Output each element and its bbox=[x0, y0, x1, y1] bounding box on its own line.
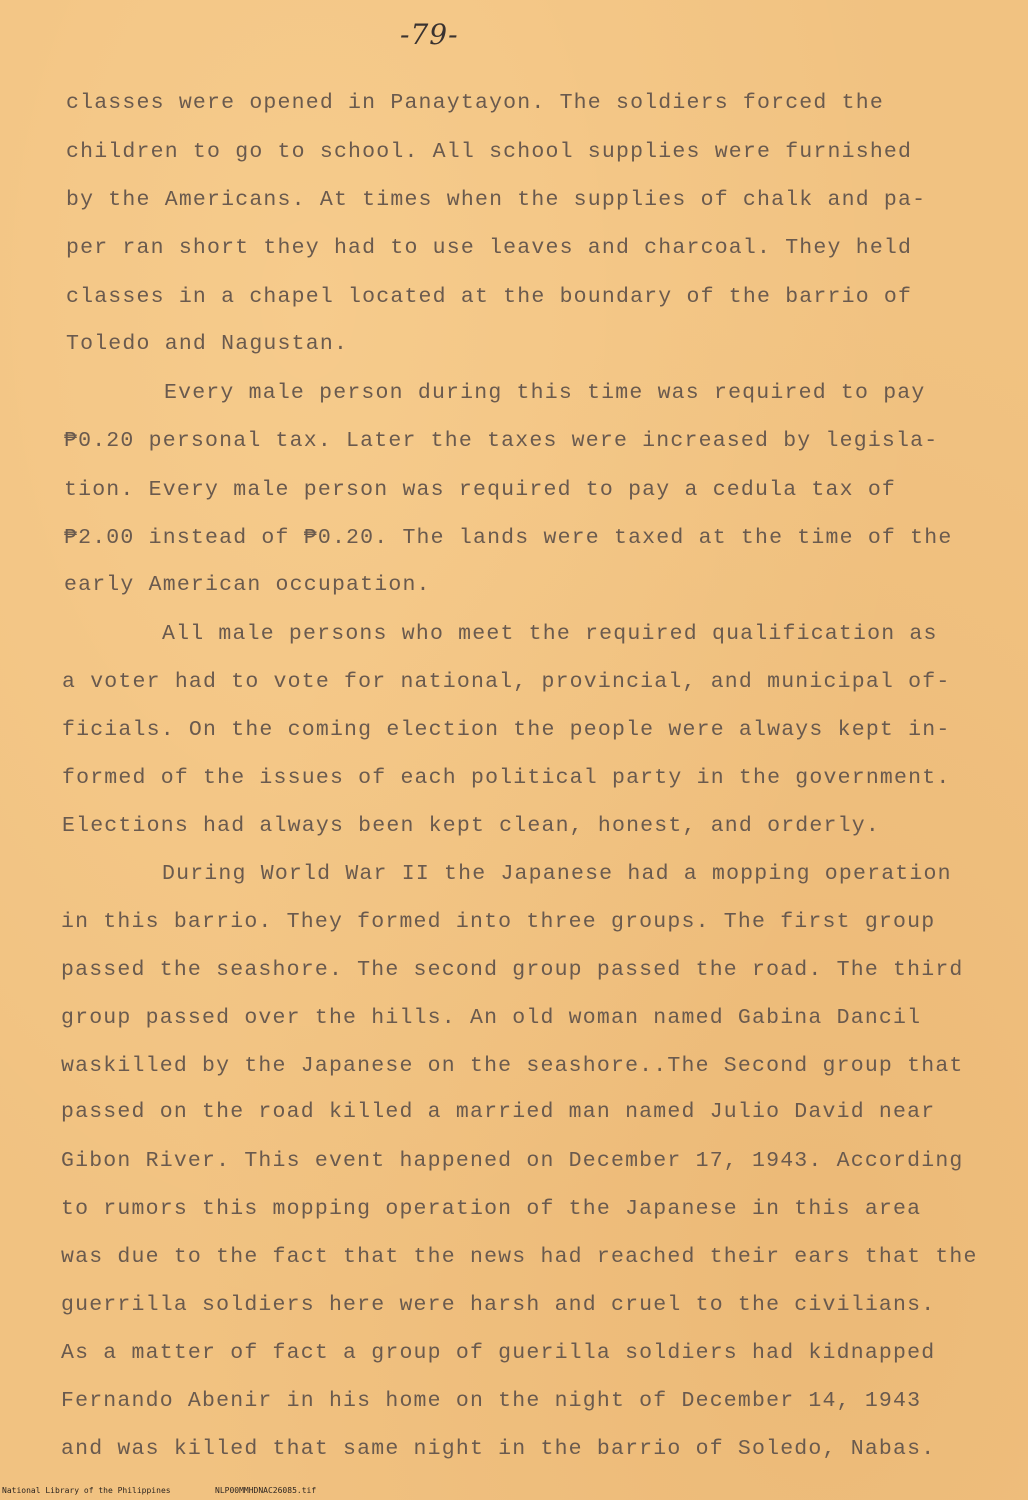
text-line: in this barrio. They formed into three groups. The first group bbox=[61, 910, 936, 934]
text-line: tion. Every male person was required to pay a cedula tax of bbox=[64, 478, 897, 502]
text-line: guerrilla soldiers here were harsh and cruel to the civilians. bbox=[61, 1293, 936, 1317]
footer-library-name: National Library of the Philippines bbox=[2, 1486, 171, 1495]
text-line: early American occupation. bbox=[64, 573, 431, 597]
text-line: Fernando Abenir in his home on the night of December 14, 1943 bbox=[61, 1389, 922, 1413]
text-line: and was killed that same night in the barrio of Soledo, Nabas. bbox=[61, 1437, 936, 1461]
text-line: children to go to school. All school supplies were furnished bbox=[66, 140, 913, 164]
text-line: ficials. On the coming election the people were always kept in- bbox=[62, 718, 951, 742]
text-line: classes in a chapel located at the boundary of the barrio of bbox=[66, 285, 913, 309]
text-line: formed of the issues of each political party in the government. bbox=[62, 766, 951, 790]
text-line: During World War II the Japanese had a mopping operation bbox=[162, 862, 952, 886]
text-line: a voter had to vote for national, provincial, and municipal of- bbox=[62, 670, 951, 694]
text-line: to rumors this mopping operation of the Japanese in this area bbox=[61, 1197, 922, 1221]
text-line: Toledo and Nagustan. bbox=[66, 332, 349, 356]
text-line: passed on the road killed a married man named Julio David near bbox=[61, 1100, 936, 1124]
text-line: by the Americans. At times when the supplies of chalk and pa- bbox=[66, 188, 927, 212]
text-line: All male persons who meet the required qualification as bbox=[162, 622, 938, 646]
text-line: classes were opened in Panaytayon. The soldiers forced the bbox=[66, 91, 884, 115]
text-line: ₱2.00 instead of ₱0.20. The lands were taxed at the time of the bbox=[64, 526, 953, 550]
text-line: ₱0.20 personal tax. Later the taxes were increased by legisla- bbox=[64, 429, 939, 453]
text-line: As a matter of fact a group of guerilla soldiers had kidnapped bbox=[61, 1341, 936, 1365]
text-line: group passed over the hills. An old woman named Gabina Dancil bbox=[61, 1006, 922, 1030]
page-number: -79- bbox=[400, 18, 459, 51]
text-line: was due to the fact that the news had reached their ears that the bbox=[61, 1245, 978, 1269]
text-line: Every male person during this time was required to pay bbox=[164, 381, 926, 405]
text-line: waskilled by the Japanese on the seashore..The Second group that bbox=[61, 1054, 964, 1078]
text-line: passed the seashore. The second group passed the road. The third bbox=[61, 958, 964, 982]
text-line: Elections had always been kept clean, honest, and orderly. bbox=[62, 814, 880, 838]
footer-file-id: NLP00MMHDNAC26085.tif bbox=[215, 1486, 317, 1495]
text-line: Gibon River. This event happened on December 17, 1943. According bbox=[61, 1149, 964, 1173]
text-line: per ran short they had to use leaves and charcoal. They held bbox=[66, 236, 913, 260]
